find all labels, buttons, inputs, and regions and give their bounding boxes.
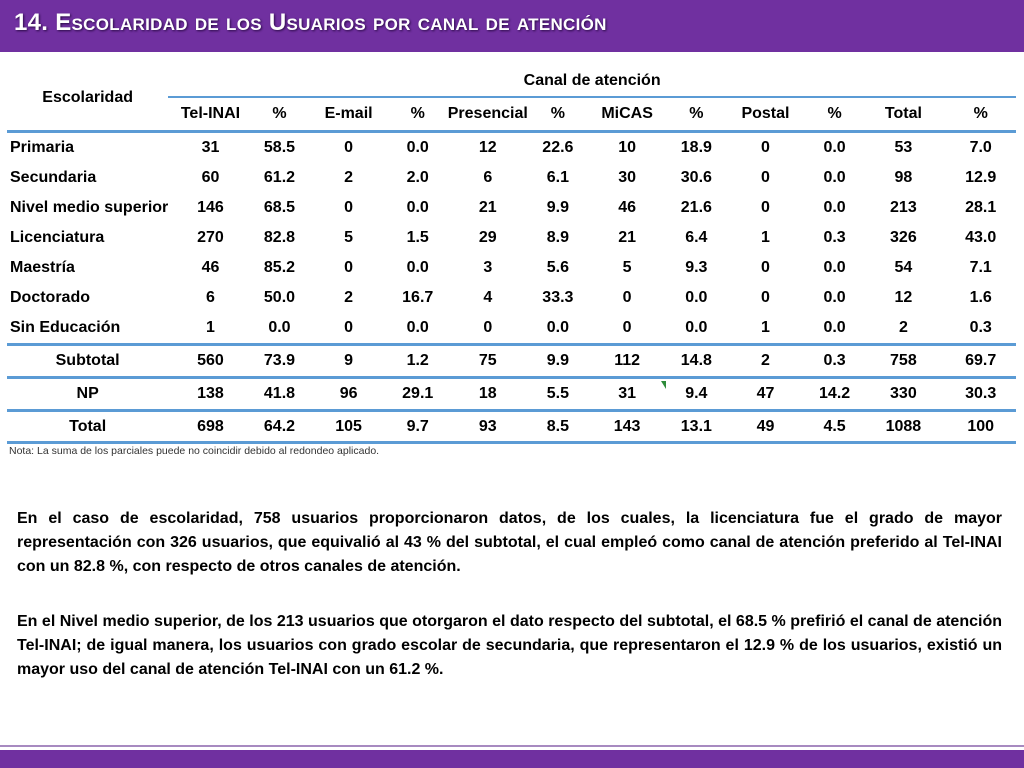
table-cell: 68.5 (263, 199, 296, 216)
table-cell: 2 (344, 289, 354, 306)
row-label: Primaria (10, 139, 75, 156)
table-cell: 0.0 (406, 319, 429, 336)
row-label: NP (7, 378, 168, 411)
table-cell: 0 (344, 259, 354, 276)
table-cell: 0.0 (268, 319, 291, 336)
table-cell: 2 (898, 319, 908, 336)
table-cell: 7.1 (969, 259, 992, 276)
table-cell: 98 (894, 169, 913, 186)
footer-bar (0, 750, 1024, 768)
table-cell: 64.2 (253, 411, 307, 443)
table-cell: 4.5 (808, 411, 862, 443)
table-cell: 0.0 (685, 289, 708, 306)
table-cell: 43.0 (965, 229, 997, 246)
table-cell: 29 (478, 229, 497, 246)
table-cell: 0 (622, 289, 632, 306)
table-cell: 0.0 (823, 319, 846, 336)
table-note: Nota: La suma de los parciales puede no coincidir debido al redondeo aplicado. (9, 445, 380, 457)
table-cell: 1.2 (391, 345, 445, 378)
table-cell: 0.0 (685, 319, 708, 336)
table-cell: 21 (618, 229, 636, 246)
table-cell: 31 (585, 378, 670, 411)
column-header: Presencial (445, 97, 532, 132)
table-cell: 93 (445, 411, 532, 443)
paragraph-1: En el caso de escolaridad, 758 usuarios proporcionaron datos, de los cuales, la licenciatura fue el grado de mayor representación con 326 usuarios, que equivalió al 43 % del subtotal, el cual empleó como canal de atención preferido al Tel-INAI con un 82.8 %, con respecto de otros canales de atención. (17, 510, 1002, 575)
table-row (7, 163, 1016, 193)
table-cell: 326 (890, 229, 917, 246)
table-cell: 5 (622, 259, 632, 276)
table-cell: 9 (306, 345, 391, 378)
table-cell: 7.0 (969, 139, 992, 156)
table-row (7, 313, 1016, 345)
row-label: Licenciatura (10, 229, 105, 246)
row-label: Total (7, 411, 168, 443)
table-cell: 2 (344, 169, 354, 186)
table-cell: 0.0 (546, 319, 569, 336)
table-cell: 50.0 (263, 289, 296, 306)
table-cell: 29.1 (391, 378, 445, 411)
table-cell: 0 (761, 139, 770, 156)
group-header-canal: Canal de atención (523, 72, 661, 89)
table-cell: 5 (344, 229, 354, 246)
table-row (7, 283, 1016, 313)
column-header: % (253, 97, 307, 132)
table-cell: 758 (861, 345, 945, 378)
table-cell: 9.9 (546, 199, 569, 216)
column-header: Tel-INAI (168, 97, 252, 132)
column-header: % (670, 97, 724, 132)
table-cell: 12 (894, 289, 913, 306)
row-header-escolaridad: Escolaridad (42, 89, 133, 106)
table-cell: 46 (618, 199, 636, 216)
column-header: Total (861, 97, 945, 132)
table-cell: 0.0 (406, 259, 429, 276)
cell-marker-icon (661, 381, 666, 389)
footer-divider (0, 745, 1024, 747)
table-cell: 96 (306, 378, 391, 411)
table-row (7, 253, 1016, 283)
row-label: Maestría (10, 259, 75, 276)
table-cell: 0 (483, 319, 493, 336)
table-cell: 12.9 (965, 169, 997, 186)
column-header: % (945, 97, 1016, 132)
table-cell: 6.4 (685, 229, 708, 246)
table-row (7, 411, 1016, 443)
table-cell: 0.0 (406, 139, 429, 156)
table-cell: 12 (478, 139, 497, 156)
paragraph-2: En el Nivel medio superior, de los 213 usuarios que otorgaron el dato respecto del subtotal, el 68.5 % prefirió el canal de atención Tel-INAI; de igual manera, los usuarios con grado escolar de secundaria, que representaron el 12.9 % de los usuarios, existió un mayor uso del canal de atención Tel-INAI con un 61.2 %. (17, 613, 1002, 678)
table-cell: 0.3 (808, 345, 862, 378)
table-cell: 30 (618, 169, 636, 186)
table-cell: 100 (945, 411, 1016, 443)
table-cell: 75 (445, 345, 532, 378)
row-label: Nivel medio superior (10, 199, 169, 216)
table-cell: 6 (206, 289, 215, 306)
table-cell: 16.7 (402, 289, 434, 306)
table-cell: 105 (306, 411, 391, 443)
table-cell: 1 (761, 229, 770, 246)
table-cell: 1.5 (406, 229, 429, 246)
table-cell: 8.5 (531, 411, 585, 443)
table-cell: 54 (894, 259, 913, 276)
column-header: Postal (723, 97, 808, 132)
row-label: Doctorado (10, 289, 90, 306)
table-cell: 61.2 (263, 169, 296, 186)
table-cell: 41.8 (253, 378, 307, 411)
page-title (14, 9, 607, 37)
column-header: MiCAS (585, 97, 670, 132)
table-cell: 1 (206, 319, 215, 336)
table-cell: 22.6 (542, 139, 574, 156)
table-cell: 60 (201, 169, 220, 186)
table-cell: 6 (483, 169, 493, 186)
table-cell: 28.1 (965, 199, 997, 216)
table-cell: 330 (861, 378, 945, 411)
table-cell: 73.9 (253, 345, 307, 378)
column-header: % (808, 97, 862, 132)
title-label: Escolaridad de los Usuarios por canal de atención (55, 9, 607, 36)
table-cell: 69.7 (945, 345, 1016, 378)
table-cell: 2.0 (406, 169, 429, 186)
table-cell: 0 (761, 199, 770, 216)
table-cell: 58.5 (263, 139, 296, 156)
table-cell: 4 (483, 289, 493, 306)
table-cell: 14.2 (808, 378, 862, 411)
table-cell: 10 (618, 139, 636, 156)
table-cell: 33.3 (542, 289, 574, 306)
table-cell: 0 (761, 259, 770, 276)
column-header: E-mail (306, 97, 391, 132)
table-cell: 6.1 (546, 169, 569, 186)
table-cell: 53 (894, 139, 913, 156)
table-cell: 0 (344, 319, 354, 336)
table-cell: 0 (344, 199, 354, 216)
column-header: % (391, 97, 445, 132)
table-cell: 0 (761, 289, 770, 306)
table-cell: 0.0 (823, 289, 846, 306)
table-cell: 0 (622, 319, 632, 336)
table-cell: 1 (761, 319, 770, 336)
table-cell: 82.8 (263, 229, 296, 246)
table-cell: 46 (201, 259, 220, 276)
table-cell: 213 (890, 199, 917, 216)
table-cell: 560 (168, 345, 252, 378)
column-header: % (531, 97, 585, 132)
table-cell: 1.6 (969, 289, 992, 306)
table-cell: 0.0 (823, 259, 846, 276)
row-label: Sin Educación (10, 319, 121, 336)
table-cell: 0.0 (823, 199, 846, 216)
table-row (7, 132, 1016, 164)
table-cell: 270 (197, 229, 224, 246)
table-cell: 0.0 (406, 199, 429, 216)
table-cell: 3 (483, 259, 493, 276)
table-row (7, 193, 1016, 223)
table-cell: 85.2 (263, 259, 296, 276)
table-cell: 138 (168, 378, 252, 411)
table-cell: 0 (761, 169, 770, 186)
table-cell: 9.3 (685, 259, 708, 276)
table-cell: 0.3 (823, 229, 846, 246)
table-cell: 698 (168, 411, 252, 443)
row-label: Secundaria (10, 169, 97, 186)
table-cell: 1088 (861, 411, 945, 443)
table-cell: 49 (723, 411, 808, 443)
table-cell: 13.1 (670, 411, 724, 443)
table-cell: 21 (478, 199, 497, 216)
table-cell: 9.9 (531, 345, 585, 378)
table-cell: 0 (344, 139, 354, 156)
table-row (7, 345, 1016, 378)
table-cell: 5.5 (531, 378, 585, 411)
table-cell: 18.9 (680, 139, 712, 156)
table-cell: 5.6 (546, 259, 569, 276)
table-cell: 112 (585, 345, 670, 378)
table-cell: 47 (723, 378, 808, 411)
table-cell: 9.4 (670, 378, 724, 411)
row-label: Subtotal (7, 345, 168, 378)
table-cell: 143 (585, 411, 670, 443)
table-cell: 0.3 (969, 319, 992, 336)
table-cell: 9.7 (391, 411, 445, 443)
table-cell: 8.9 (546, 229, 569, 246)
title-bar (0, 0, 1024, 52)
table-cell: 0.0 (823, 169, 846, 186)
table-cell: 18 (445, 378, 532, 411)
table-cell: 2 (723, 345, 808, 378)
table-cell: 31 (201, 139, 220, 156)
table-cell: 21.6 (680, 199, 712, 216)
table-cell: 146 (197, 199, 224, 216)
table-cell: 30.6 (680, 169, 712, 186)
title-number: 14. (14, 9, 49, 36)
table-cell: 30.3 (945, 378, 1016, 411)
escolaridad-table (7, 66, 1016, 444)
table-row (7, 223, 1016, 253)
table-cell: 14.8 (670, 345, 724, 378)
table-cell: 0.0 (823, 139, 846, 156)
table-row (7, 378, 1016, 411)
